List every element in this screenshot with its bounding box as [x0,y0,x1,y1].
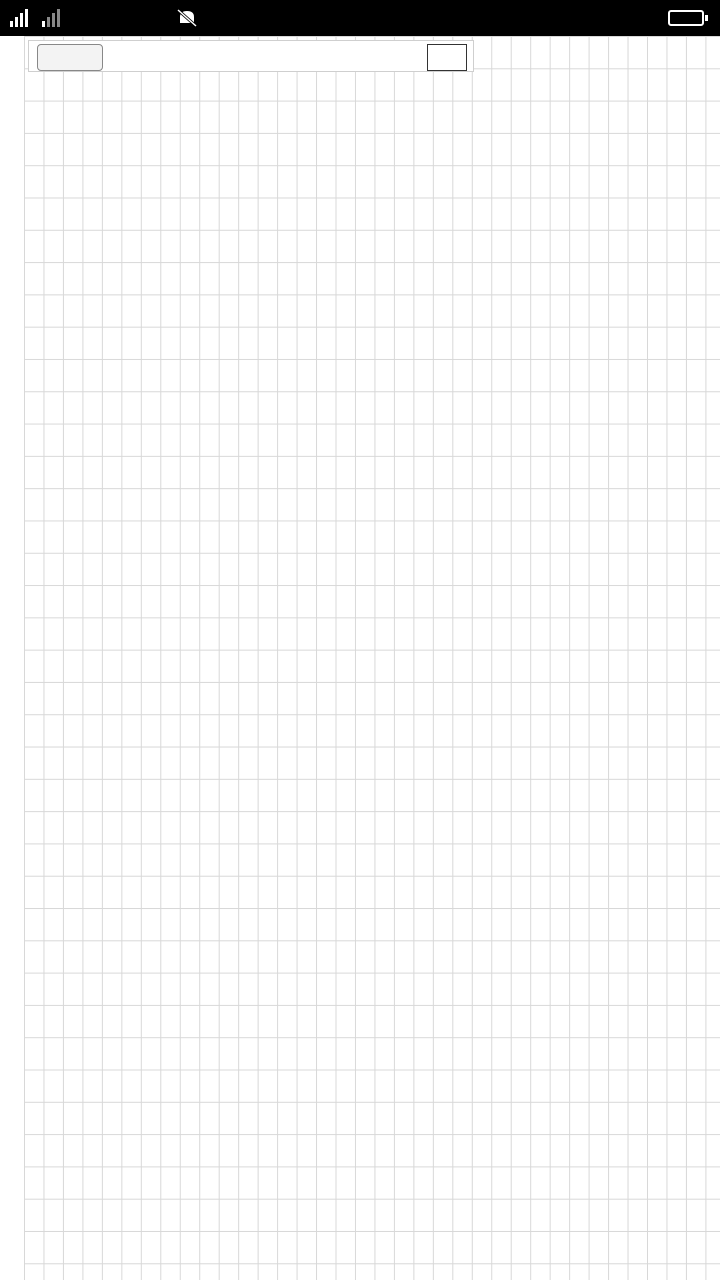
toolbar [28,40,474,72]
signal-icon [10,9,28,27]
notifications-muted-icon [176,8,198,28]
number-grid[interactable] [24,36,720,1280]
signal-weak-icon [42,9,60,27]
status-bar [0,0,720,36]
battery-icon [668,10,704,26]
grid-lines [24,36,720,1280]
reset-button[interactable] [37,44,103,71]
brush-button[interactable] [427,44,467,71]
